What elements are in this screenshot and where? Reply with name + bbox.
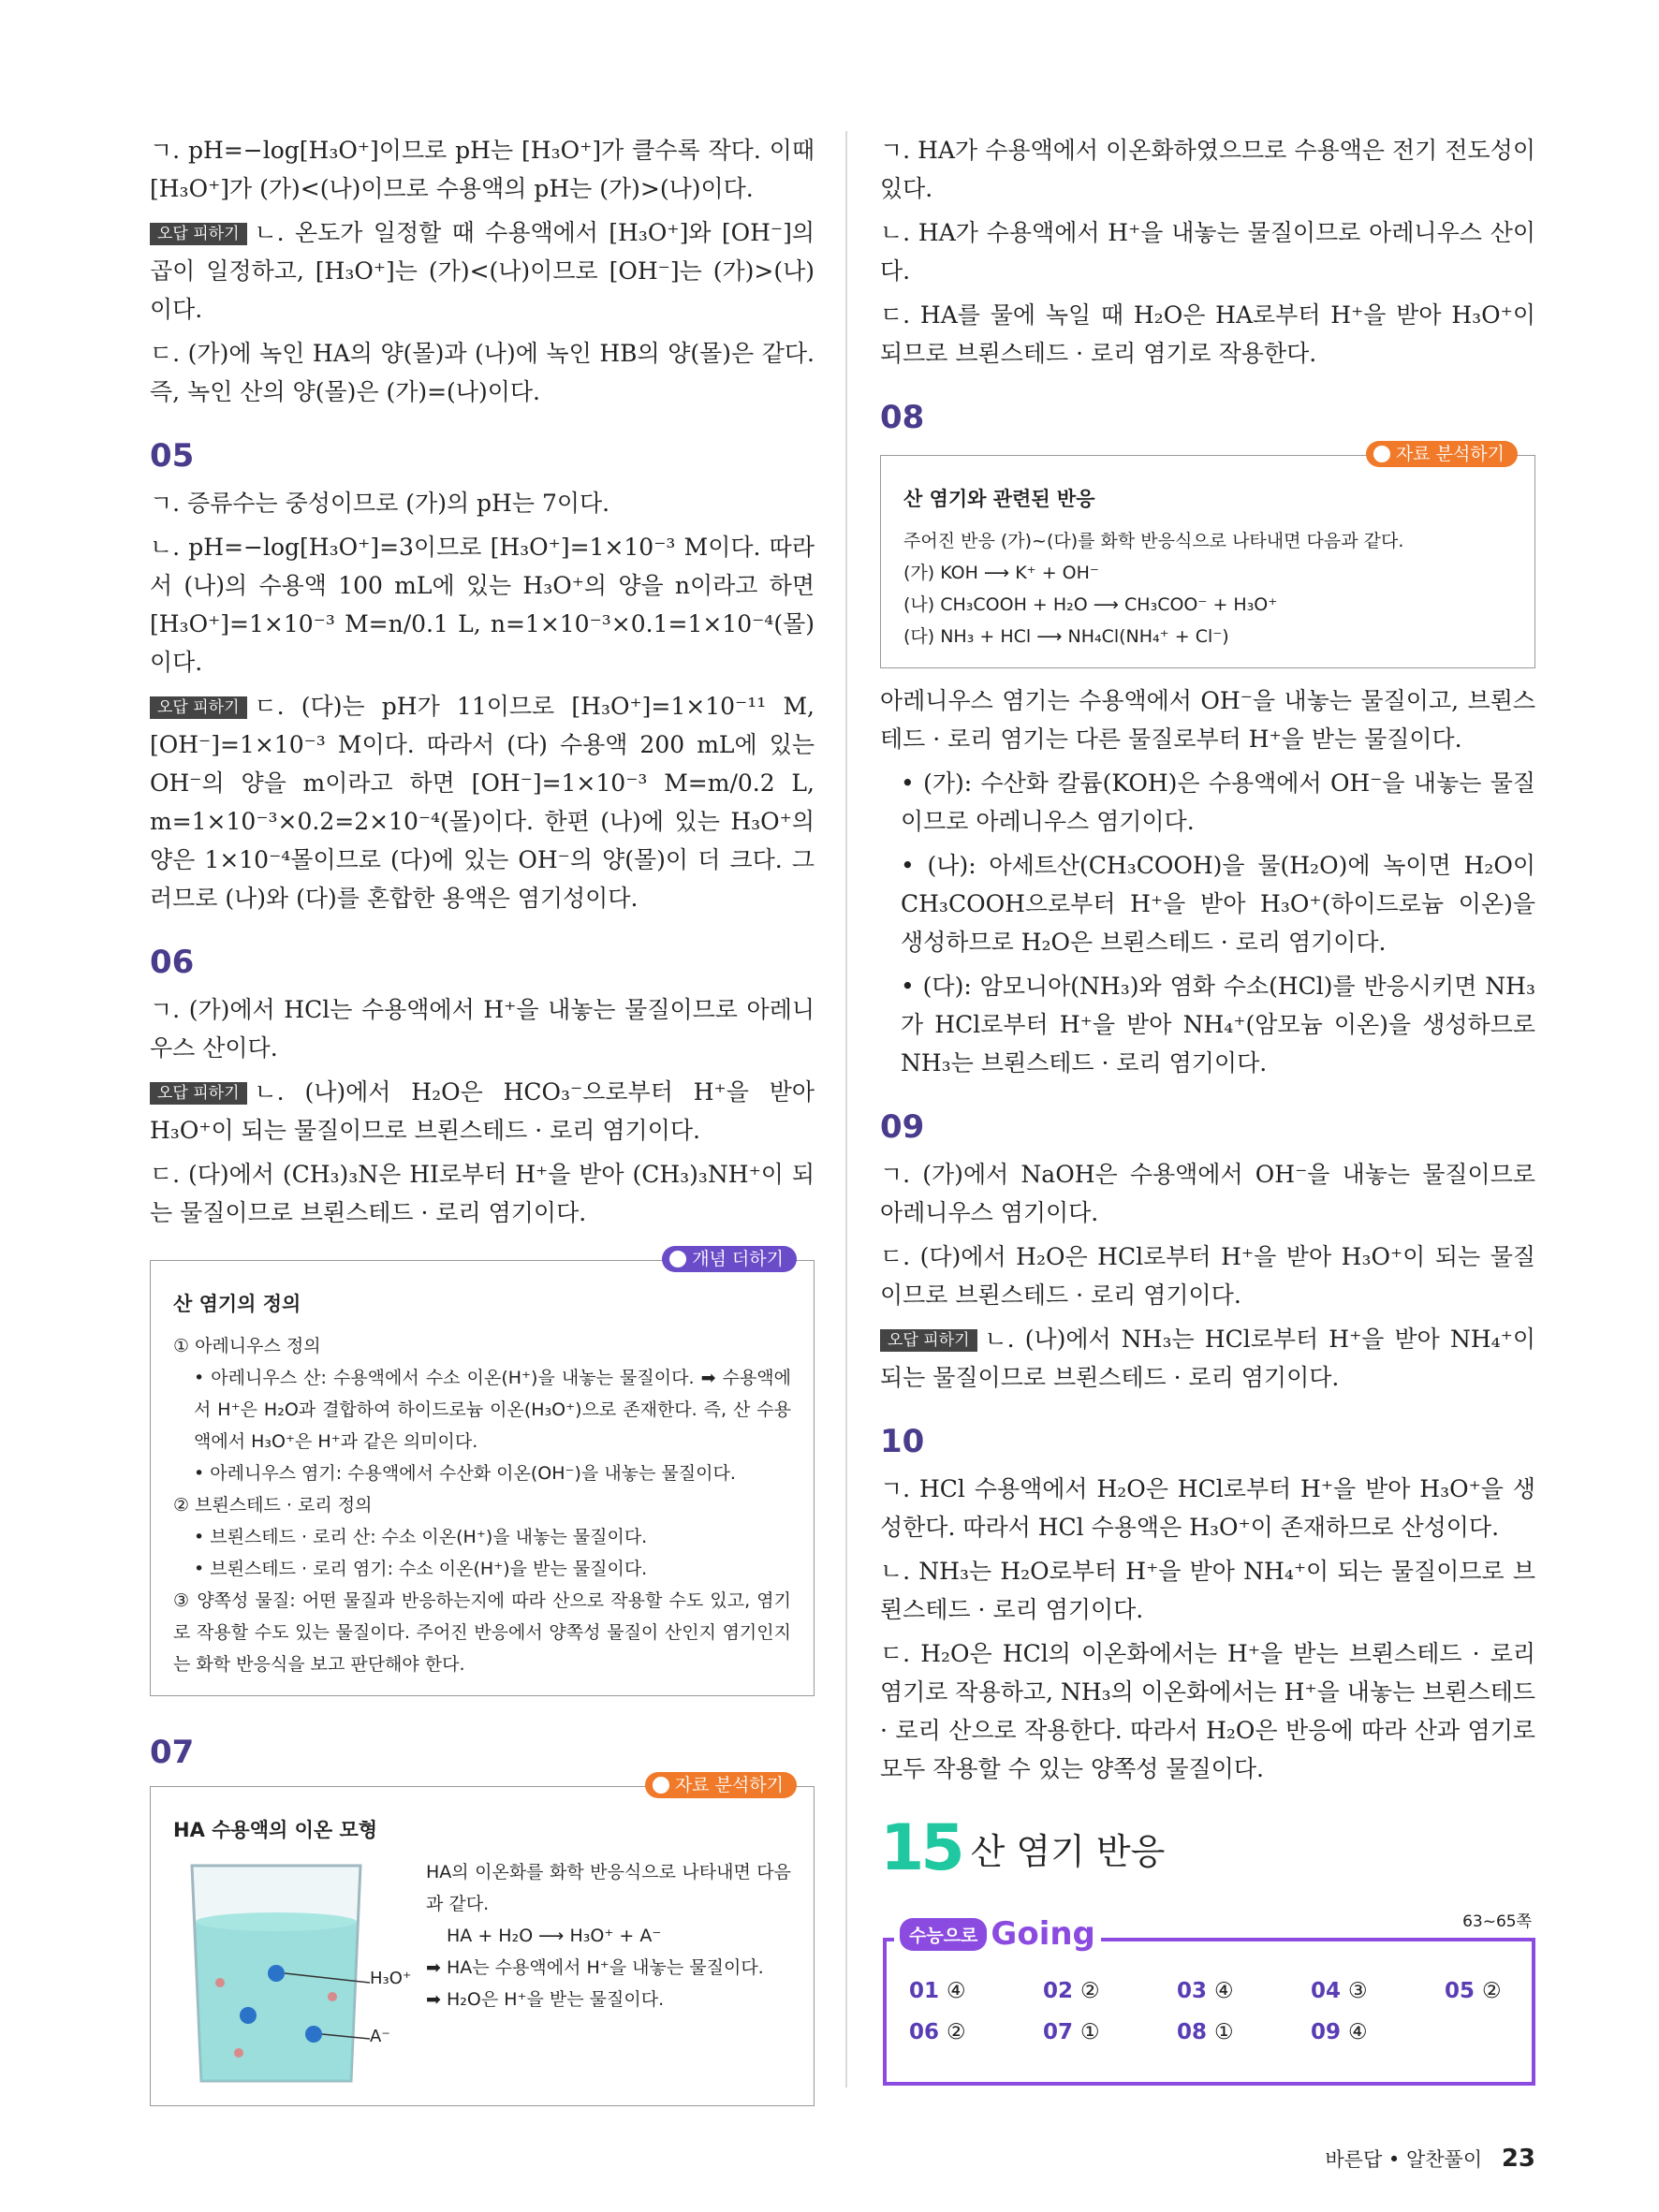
answer-item <box>1311 1979 1445 2003</box>
page-footer <box>1325 2145 1535 2173</box>
answer-text: 오답 피하기 ㄴ. (나)에서 NH₃는 HCl로부터 H⁺을 받아 NH₄⁺이 되는 물질이므로 브뢴스테드 · 로리 염기이다. <box>880 1326 1535 1391</box>
answer-text: ㄱ. HCl 수용액에서 H₂O은 HCl로부터 H⁺을 받아 H₃O⁺을 생성한다. 따라서 HCl 수용액은 H₃O⁺이 존재하므로 산성이다. <box>880 1475 1535 1541</box>
question-number: 06 <box>150 944 195 981</box>
answer-item <box>1043 1979 1177 2003</box>
box-line: ③ 양쪽성 물질: 어떤 물질과 반응하는지에 따라 산으로 작용할 수도 있고, 염기로 작용할 수도 있는 물질이다. 주어진 반응에서 양쪽성 물질이 산인지 염기인지는 화학 반응식을 보고 판단해야 한다. <box>173 1590 791 1675</box>
going-logo: 수능으로 Going <box>894 1915 1101 1953</box>
question-number: 07 <box>150 1734 195 1771</box>
box-line: 주어진 반응 (가)~(다)를 화학 반응식으로 나타내면 다음과 같다. <box>903 531 1404 551</box>
answer-grid <box>909 1979 1578 2044</box>
answer-question-number: 02 <box>1043 1979 1074 2003</box>
answer-text: ㄴ. pH=−log[H₃O⁺]=3이므로 [H₃O⁺]=1×10⁻³ M이다. 따라서 (나)의 수용액 100 mL에 있는 H₃O⁺의 양을 n이라고 하면 [H₃O⁺]=1×10⁻³ M=n/0.1 L, n=1×10⁻³×0.1=1×10⁻⁴(몰)이다. <box>150 534 815 676</box>
answer-question-number: 09 <box>1311 2020 1342 2044</box>
section-number: 15 <box>880 1811 962 1885</box>
answer-text: ㄱ. HA가 수용액에서 이온화하였으므로 수용액은 전기 전도성이 있다. <box>880 137 1535 202</box>
answer-text: 오답 피하기 ㄴ. (나)에서 H₂O은 HCO₃⁻으로부터 H⁺을 받아 H₃O⁺이 되는 물질이므로 브뢴스테드 · 로리 염기이다. <box>150 1078 815 1144</box>
magnifier-icon <box>653 1777 669 1794</box>
answer-choice: ① <box>1080 2020 1100 2044</box>
section-heading <box>880 1811 1165 1885</box>
answer-question-number: 05 <box>1445 1979 1475 2003</box>
box-title: 산 염기와 관련된 반응 <box>903 488 1095 510</box>
answer-choice: ② <box>947 2020 966 2044</box>
data-analysis-box <box>880 444 1535 668</box>
answer-text: ㄷ. HA를 물에 녹일 때 H₂O은 HA로부터 H⁺을 받아 H₃O⁺이 되므로 브뢴스테드 · 로리 염기로 작용한다. <box>880 301 1535 367</box>
wrong-answer-tag: 오답 피하기 <box>150 696 247 719</box>
answer-question-number: 03 <box>1177 1979 1208 2003</box>
wrong-answer-tag: 오답 피하기 <box>150 223 247 245</box>
answer-text: • (다): 암모니아(NH₃)와 염화 수소(HCl)를 반응시키면 NH₃가 HCl로부터 H⁺을 받아 NH₄⁺(암모늄 이온)을 생성하므로 NH₃는 브뢴스테드 · 로리 염기이다. <box>901 973 1535 1077</box>
page-number: 23 <box>1501 2145 1535 2173</box>
answer-item <box>909 1979 1043 2003</box>
question-number: 09 <box>880 1108 925 1146</box>
answer-choice: ④ <box>947 1979 966 2003</box>
answer-choice: ③ <box>1348 1979 1368 2003</box>
magnifier-icon <box>1373 446 1390 462</box>
box-line: ② 브뢴스테드 · 로리 정의 <box>173 1495 373 1516</box>
answer-text: ㄴ. HA가 수용액에서 H⁺을 내놓는 물질이므로 아레니우스 산이다. <box>880 219 1535 285</box>
answer-item <box>1177 2020 1311 2044</box>
answer-text: • (나): 아세트산(CH₃COOH)을 물(H₂O)에 녹이면 H₂O이 CH₃COOH으로부터 H⁺을 받아 H₃O⁺(하이드로늄 이온)을 생성하므로 H₂O은 브뢴스테드 · 로리 염기이다. <box>901 852 1535 956</box>
answer-item <box>1445 1979 1578 2003</box>
answer-text: 오답 피하기 ㄴ. 온도가 일정할 때 수용액에서 [H₃O⁺]와 [OH⁻]의 곱이 일정하고, [H₃O⁺]는 (가)<(나)이므로 [OH⁻]는 (가)>(나)이다. <box>150 219 815 323</box>
answer-text: 아레니우스 염기는 수용액에서 OH⁻을 내놓는 물질이고, 브뢴스테드 · 로리 염기는 다른 물질로부터 H⁺을 받는 물질이다. <box>880 687 1535 753</box>
answer-choice: ④ <box>1214 1979 1234 2003</box>
box-line: • 아레니우스 염기: 수용액에서 수산화 이온(OH⁻)을 내놓는 물질이다. <box>194 1463 736 1484</box>
box-line: ① 아레니우스 정의 <box>173 1336 321 1356</box>
page-range: 63~65쪽 <box>1462 1912 1532 1931</box>
answer-choice: ④ <box>1348 2020 1368 2044</box>
question-number: 05 <box>150 437 195 475</box>
box-line: HA의 이온화를 화학 반응식으로 나타내면 다음과 같다. <box>426 1862 791 1914</box>
box-title: 산 염기의 정의 <box>173 1293 301 1315</box>
answer-text: ㄱ. (가)에서 NaOH은 수용액에서 OH⁻을 내놓는 물질이므로 아레니우스 염기이다. <box>880 1161 1535 1226</box>
answer-key-box <box>883 1912 1535 2086</box>
question-number: 10 <box>880 1423 925 1460</box>
box-line: ➡ HA는 수용액에서 H⁺을 내놓는 물질이다. <box>426 1957 764 1978</box>
plus-icon <box>669 1251 686 1267</box>
ion-label: A⁻ <box>370 2027 390 2046</box>
equation: (가) KOH ⟶ K⁺ + OH⁻ <box>903 563 1099 583</box>
answer-text: ㄱ. pH=−log[H₃O⁺]이므로 pH는 [H₃O⁺]가 클수록 작다. 이때 [H₃O⁺]가 (가)<(나)이므로 수용액의 pH는 (가)>(나)이다. <box>150 137 815 202</box>
box-line: • 아레니우스 산: 수용액에서 수소 이온(H⁺)을 내놓는 물질이다. ➡ 수용액에서 H⁺은 H₂O과 결합하여 하이드로늄 이온(H₃O⁺)으로 존재한다. 즉, 산 수용액에서 H₃O⁺은 H⁺과 같은 의미이다. <box>194 1368 791 1452</box>
answer-text: ㄴ. NH₃는 H₂O로부터 H⁺을 받아 NH₄⁺이 되는 물질이므로 브뢴스테드 · 로리 염기이다. <box>880 1558 1535 1623</box>
column-divider <box>845 131 847 2087</box>
concept-box <box>150 1249 815 1696</box>
answer-text: ㄱ. (가)에서 HCl는 수용액에서 H⁺을 내놓는 물질이므로 아레니우스 산이다. <box>150 996 815 1062</box>
answer-text: ㄱ. 증류수는 중성이므로 (가)의 pH는 7이다. <box>150 490 610 517</box>
box-title: HA 수용액의 이온 모형 <box>173 1819 378 1841</box>
answer-choice: ① <box>1214 2020 1234 2044</box>
answer-item <box>1311 2020 1445 2044</box>
answer-question-number: 07 <box>1043 2020 1074 2044</box>
answer-choice: ② <box>1482 1979 1502 2003</box>
analysis-pill: 자료 분석하기 <box>1366 441 1518 467</box>
equation: (나) CH₃COOH + H₂O ⟶ CH₃COO⁻ + H₃O⁺ <box>903 594 1278 615</box>
wrong-answer-tag: 오답 피하기 <box>150 1082 247 1105</box>
answer-text: ㄷ. (가)에 녹인 HA의 양(몰)과 (나)에 녹인 HB의 양(몰)은 같다. 즉, 녹인 산의 양(몰)은 (가)=(나)이다. <box>150 340 815 405</box>
right-column <box>880 131 1535 1794</box>
question-number: 08 <box>880 399 925 436</box>
answer-text: ㄷ. H₂O은 HCl의 이온화에서는 H⁺을 받는 브뢴스테드 · 로리 염기로 작용하고, NH₃의 이온화에서는 H⁺을 내놓는 브뢴스테드 · 로리 산으로 작용한다. 따라서 H₂O은 반응에 따라 산과 염기로 모두 작용할 수 있는 양쪽성 물질이다. <box>880 1640 1535 1782</box>
box-line: • 브뢴스테드 · 로리 산: 수소 이온(H⁺)을 내놓는 물질이다. <box>194 1527 648 1547</box>
answer-text: ㄷ. (다)에서 (CH₃)₃N은 HI로부터 H⁺을 받아 (CH₃)₃NH⁺이 되는 물질이므로 브뢴스테드 · 로리 염기이다. <box>150 1161 815 1226</box>
equation: (다) NH₃ + HCl ⟶ NH₄Cl(NH₄⁺ + Cl⁻) <box>903 626 1229 647</box>
box-line: ➡ H₂O은 H⁺을 받는 물질이다. <box>426 1989 665 2010</box>
book-title: 바른답 • 알찬풀이 <box>1325 2148 1483 2171</box>
ion-label: H₃O⁺ <box>370 1969 412 1988</box>
concept-pill: 개념 더하기 <box>662 1246 797 1272</box>
beaker-illustration <box>173 1856 412 2090</box>
answer-item <box>909 2020 1043 2044</box>
box-line: • 브뢴스테드 · 로리 염기: 수소 이온(H⁺)을 받는 물질이다. <box>194 1559 648 1579</box>
answer-text: ㄷ. (다)에서 H₂O은 HCl로부터 H⁺을 받아 H₃O⁺이 되는 물질이므로 브뢴스테드 · 로리 염기이다. <box>880 1243 1535 1309</box>
equation: HA + H₂O ⟶ H₃O⁺ + A⁻ <box>447 1926 662 1946</box>
answer-question-number: 08 <box>1177 2020 1208 2044</box>
answer-item <box>1177 1979 1311 2003</box>
data-analysis-box <box>150 1775 815 2106</box>
answer-text: • (가): 수산화 칼륨(KOH)은 수용액에서 OH⁻을 내놓는 물질이므로 아레니우스 염기이다. <box>901 769 1535 835</box>
answer-question-number: 06 <box>909 2020 940 2044</box>
left-column <box>150 131 815 2106</box>
analysis-pill: 자료 분석하기 <box>645 1772 797 1798</box>
answer-text: 오답 피하기 ㄷ. (다)는 pH가 11이므로 [H₃O⁺]=1×10⁻¹¹ M, [OH⁻]=1×10⁻³ M이다. 따라서 (다) 수용액 200 mL에 있는 OH⁻의 양을 m이라고 하면 [OH⁻]=1×10⁻³ M=m/0.2 L, m=1×10⁻³×0.2=2×10⁻⁴(몰)이다. 한편 (나)에 있는 H₃O⁺의 양은 1×10⁻⁴몰이므로 (다)에 있는 OH⁻의 양(몰)이 더 크다. 그러므로 (나)와 (다)를 혼합한 용액은 염기성이다. <box>150 693 815 912</box>
answer-choice: ② <box>1080 1979 1100 2003</box>
answer-item <box>1043 2020 1177 2044</box>
wrong-answer-tag: 오답 피하기 <box>880 1329 977 1352</box>
answer-question-number: 01 <box>909 1979 940 2003</box>
answer-question-number: 04 <box>1311 1979 1342 2003</box>
section-title: 산 염기 반응 <box>970 1831 1166 1872</box>
